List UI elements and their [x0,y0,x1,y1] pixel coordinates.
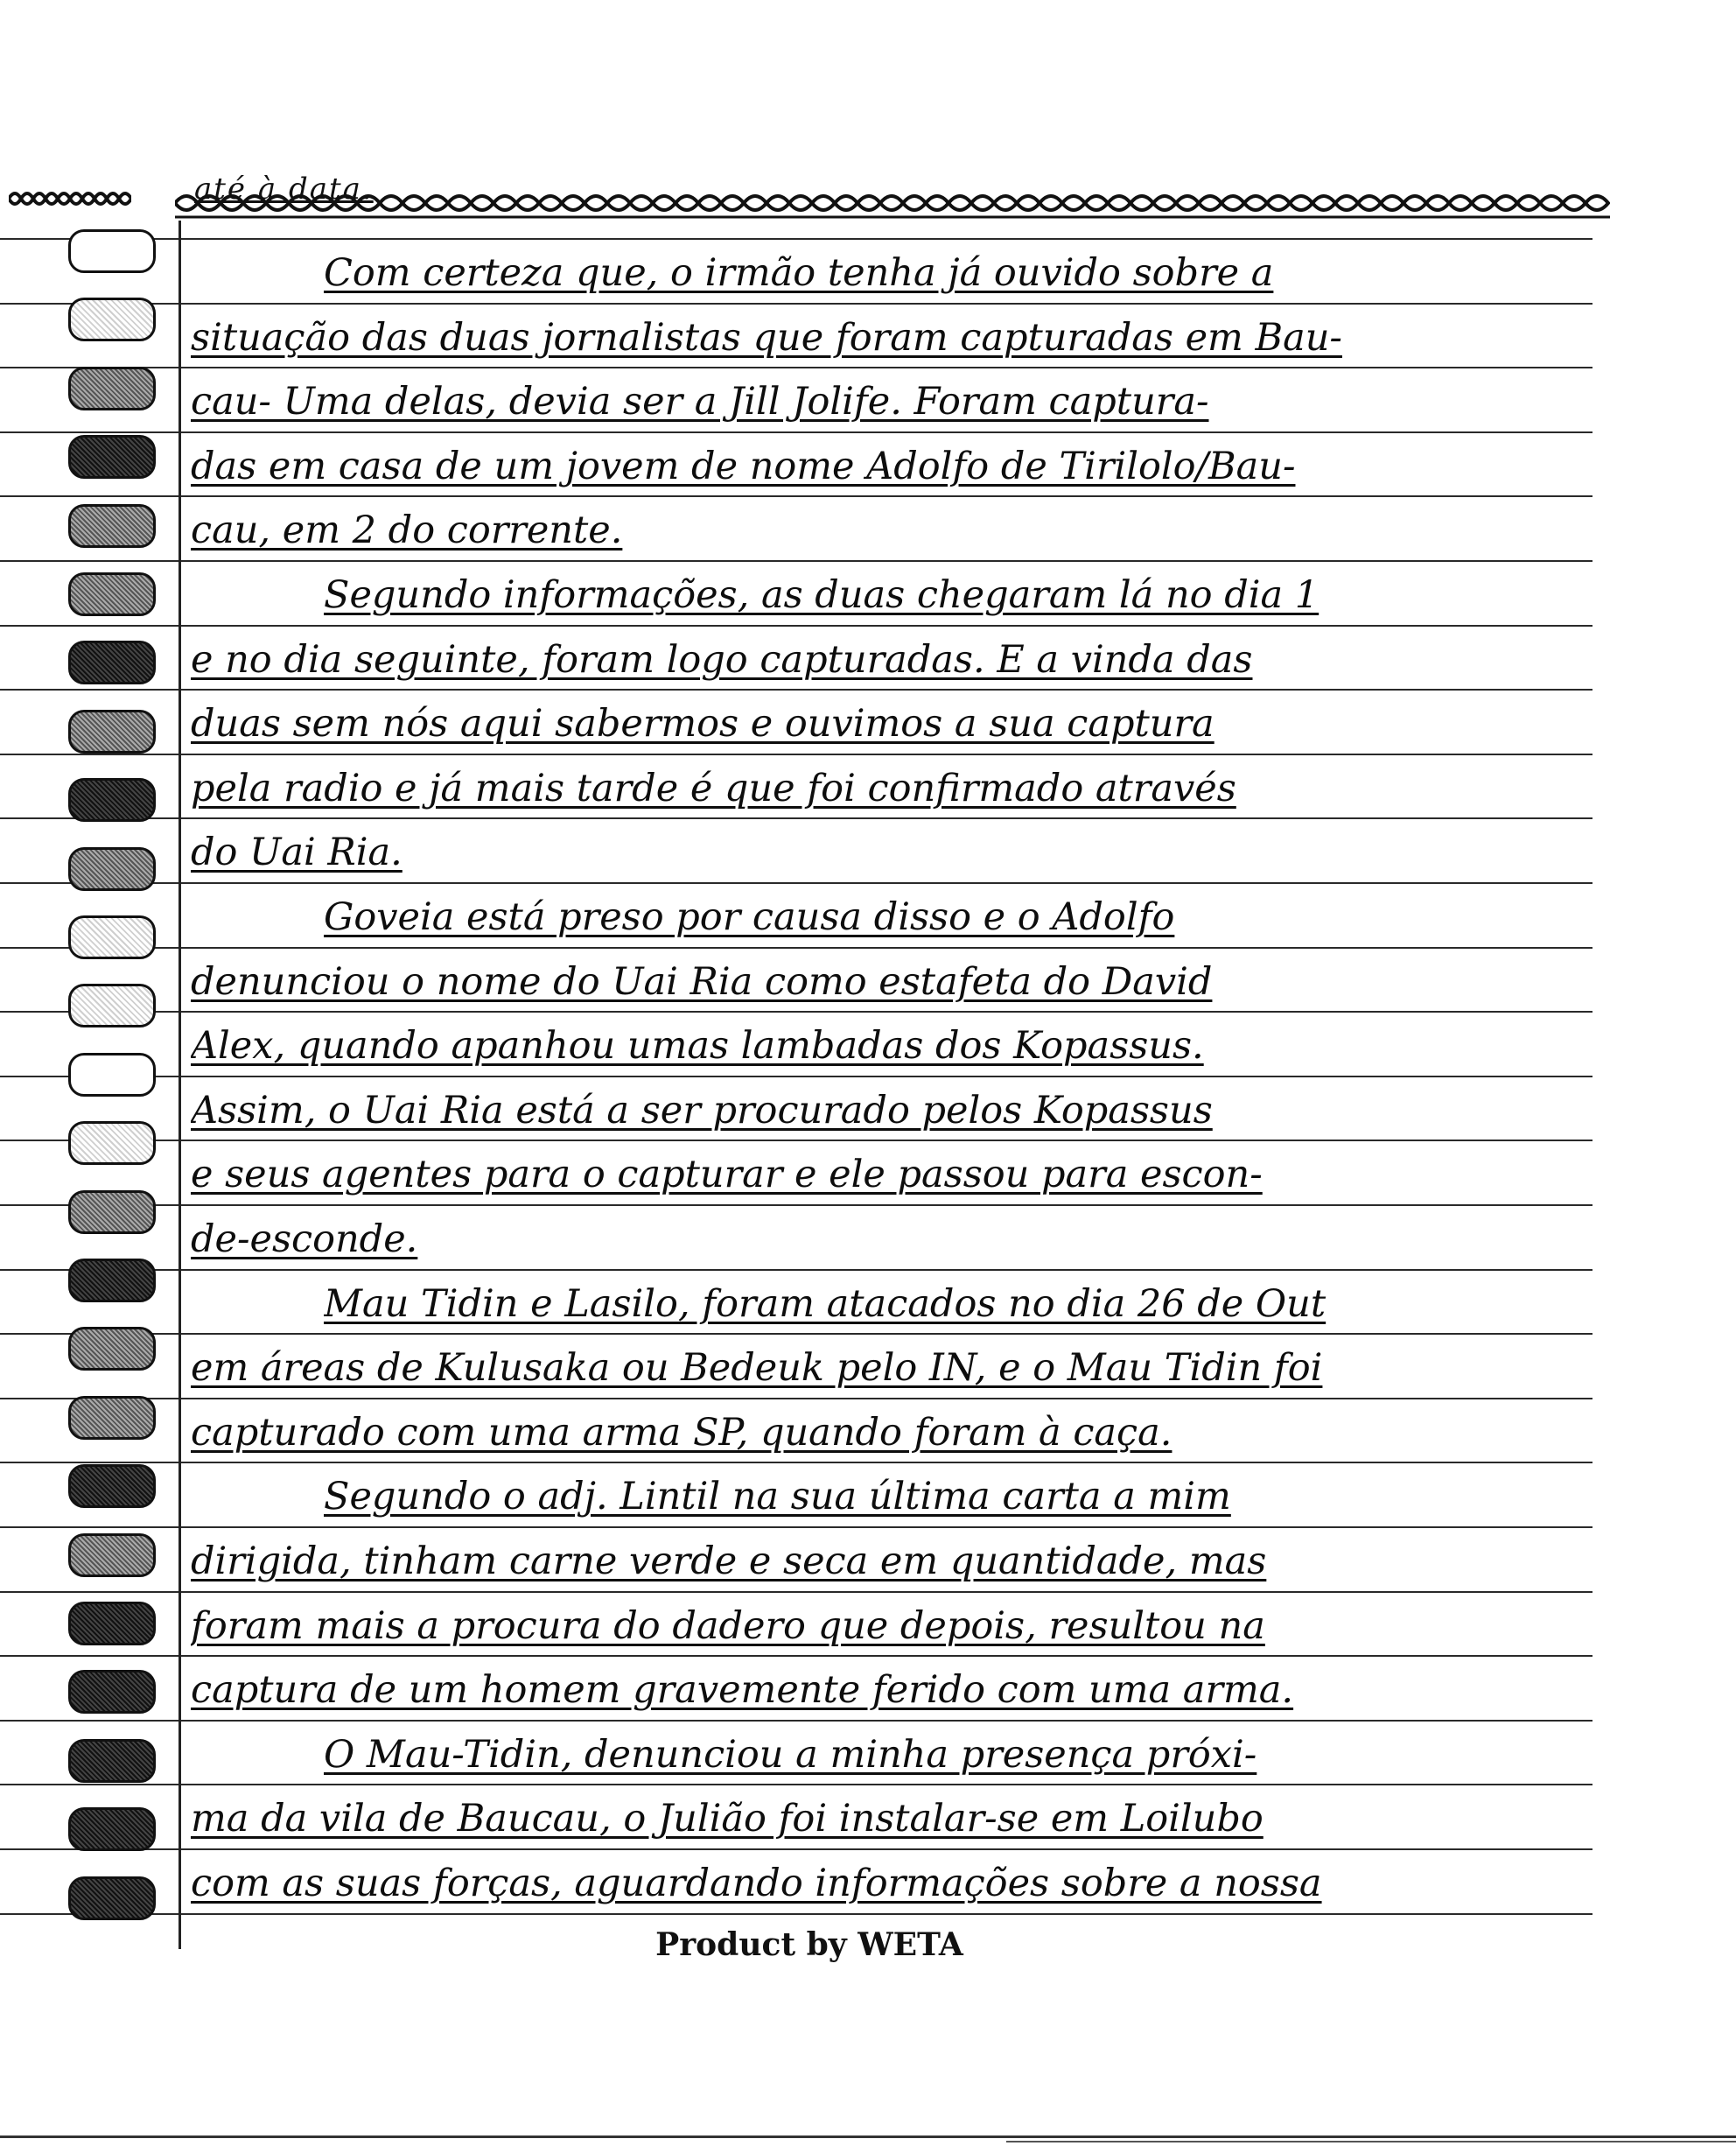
text-line: duas sem nós aqui sabermos e ouvimos a sua captura [191,702,1214,746]
top-note: até à data. [194,172,374,207]
braid-decoration-left [9,186,131,212]
punch-hole [68,984,156,1027]
text-line: cau, em 2 do corrente. [191,508,623,552]
text-line: das em casa de um jovem de nome Adolfo de Tirilolo/Bau- [191,445,1296,488]
punch-hole [68,1807,156,1851]
text-line: e no dia seguinte, foram logo capturadas. E a vinda das [191,638,1253,682]
text-line: Segundo o adj. Lintil na sua última carta a mim [324,1475,1231,1518]
text-line: Goveia está preso por causa disso e o Adolfo [324,895,1175,939]
margin-rule [178,221,181,1949]
punch-hole [68,1739,156,1783]
punch-hole [68,298,156,341]
punch-hole [68,778,156,822]
text-line: Assim, o Uai Ria está a ser procurado pelos Kopassus [191,1089,1213,1133]
bottom-rule-secondary [1006,2141,1736,2142]
text-line: com as suas forças, aguardando informações sobre a nossa [191,1862,1322,1905]
text-line: situação das duas jornalistas que foram capturadas em Bau- [191,316,1342,360]
punch-hole [68,710,156,754]
text-line: Segundo informações, as duas chegaram lá no dia 1 [324,573,1320,617]
text-line: captura de um homem gravemente ferido com uma arma. [191,1668,1294,1712]
punch-hole [68,1602,156,1645]
punch-hole [68,1670,156,1714]
punch-hole [68,847,156,891]
text-line: pela radio e já mais tarde é que foi confirmado através [191,767,1236,810]
footer-credit: Product by WETA [655,1926,963,1963]
punch-hole [68,367,156,410]
text-line: e seus agentes para o capturar e ele passou para escon- [191,1153,1263,1196]
punch-holes [68,229,164,1945]
text-line: de-esconde. [191,1217,418,1261]
text-line: Com certeza que, o irmão tenha já ouvido sobre a [324,251,1274,295]
punch-hole [68,1190,156,1234]
handwritten-text [184,0,1619,1978]
punch-hole [68,435,156,479]
text-line: em áreas de Kulusaka ou Bedeuk pelo IN, e o Mau Tidin foi [191,1346,1323,1390]
punch-hole [68,1533,156,1577]
punch-hole [68,1327,156,1371]
text-line: ma da vila de Baucau, o Julião foi instalar-se em Loilubo [191,1797,1264,1841]
punch-hole [68,1259,156,1302]
text-line: denunciou o nome do Uai Ria como estafeta do David [191,960,1213,1004]
text-line: O Mau-Tidin, denunciou a minha presença próxi- [324,1733,1257,1777]
text-line: do Uai Ria. [191,831,402,874]
punch-hole [68,1121,156,1165]
punch-hole [68,1876,156,1920]
text-line: Mau Tidin e Lasilo, foram atacados no dia 26 de Out [324,1282,1326,1326]
punch-hole [68,504,156,548]
text-line: capturado com uma arma SP, quando foram à caça. [191,1411,1172,1455]
punch-hole [68,229,156,273]
punch-hole [68,641,156,684]
text-line: dirigida, tinham carne verde e seca em quantidade, mas [191,1539,1267,1583]
punch-hole [68,1396,156,1440]
punch-hole [68,915,156,959]
punch-hole [68,1053,156,1097]
bottom-rule [0,2135,1736,2138]
punch-hole [68,1464,156,1508]
punch-hole [68,572,156,616]
text-line: cau- Uma delas, devia ser a Jill Jolife. Foram captura- [191,380,1209,424]
text-line: Alex, quando apanhou umas lambadas dos Kopassus. [191,1024,1204,1068]
text-line: foram mais a procura do dadero que depois, resultou na [191,1604,1265,1648]
